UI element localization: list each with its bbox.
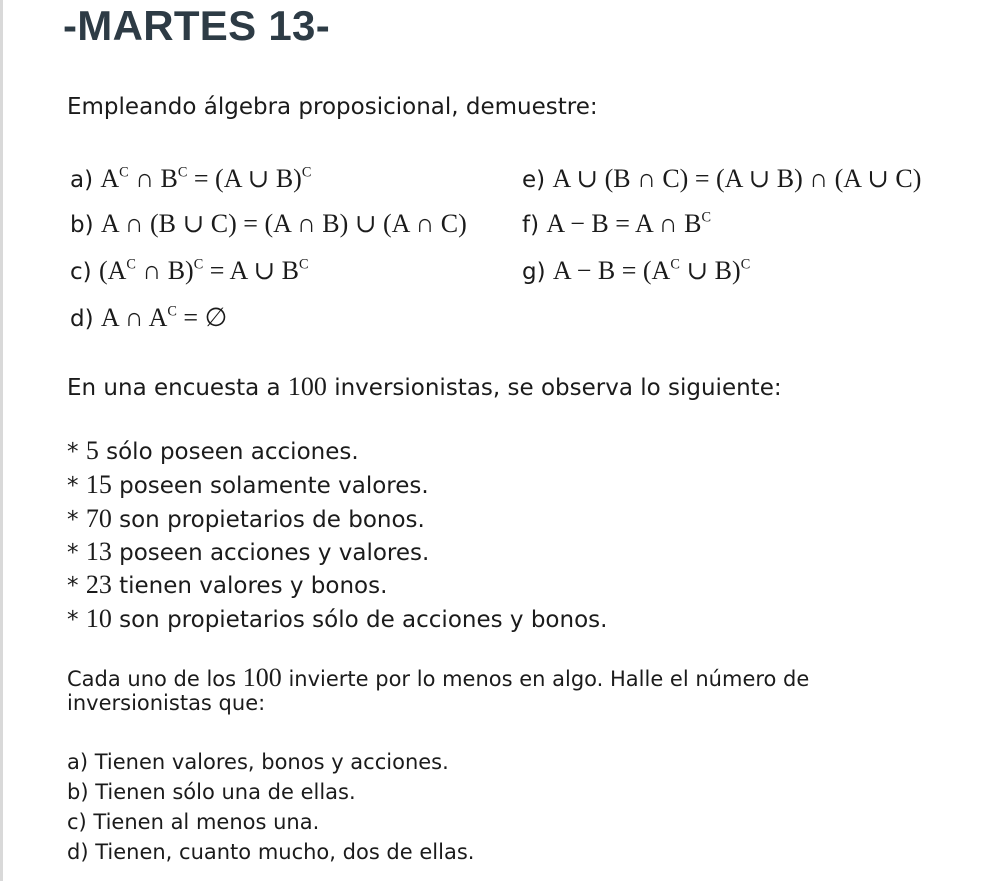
identity-label: f) [522,212,540,238]
problem1-instruction: Empleando álgebra proposicional, demuestre: [67,94,598,120]
fact-item: * 70 son propietarios de bonos. [67,504,425,533]
identity-d [70,303,227,333]
identity-expr: A − B = A ∩ $B^C$ [546,209,711,238]
problem2-intro: En una encuesta a 100 inversionistas, se observa lo siguiente: [67,372,782,401]
page-title: -MARTES 13- [63,2,330,49]
identity-expr: A ∪ (B ∩ C) = (A ∪ B) ∩ (A ∪ C) [552,164,922,193]
question-item: a) Tienen valores, bonos y acciones. [67,750,449,774]
identity-label: a) [70,167,94,193]
identity-label: g) [522,259,546,285]
identity-label: b) [70,212,94,238]
identity-expr: A ∩ (B ∪ C) = (A ∩ B) ∪ (A ∩ C) [100,209,467,238]
identity-f [522,209,711,239]
left-border [0,0,3,881]
bullet: * [67,607,79,633]
identity-b [70,209,467,239]
bullet: * [67,473,79,499]
question-item: b) Tienen sólo una de ellas. [67,780,356,804]
problem2-closing: Cada uno de los 100 invierte por lo menos en algo. Halle el número de [67,663,810,692]
identity-expr: $A - B = (A^C$ ∪ B)$^C$ [552,256,751,285]
problem2-closing-line2: inversionistas que: [67,691,266,715]
bullet: * [67,439,79,465]
question-item: d) Tienen, cuanto mucho, dos de ellas. [67,840,475,864]
identity-label: d) [70,306,94,332]
fact-item: * 13 poseen acciones y valores. [67,537,430,566]
identity-label: e) [522,167,546,193]
bullet: * [67,540,79,566]
identity-expr: $A^C$ ∩ $B^C = (A$ ∪ B)$^C$ [100,164,312,193]
question-item: c) Tienen al menos una. [67,810,320,834]
identity-expr: A ∩ $A^C$ = ∅ [100,303,228,332]
fact-item: * 15 poseen solamente valores. [67,470,429,499]
fact-item: * 5 sólo poseen acciones. [67,436,359,465]
identity-label: c) [70,259,92,285]
identity-expr: ($A^C$ ∩ B)$^C$ = A ∪ $B^C$ [98,256,309,285]
identity-e [522,164,921,194]
identity-c [70,256,309,286]
fact-item: * 23 tienen valores y bonos. [67,570,388,599]
identity-a [70,164,311,194]
bullet: * [67,507,79,533]
bullet: * [67,573,79,599]
identity-g [522,256,750,286]
fact-item: * 10 son propietarios sólo de acciones y bonos. [67,604,608,633]
